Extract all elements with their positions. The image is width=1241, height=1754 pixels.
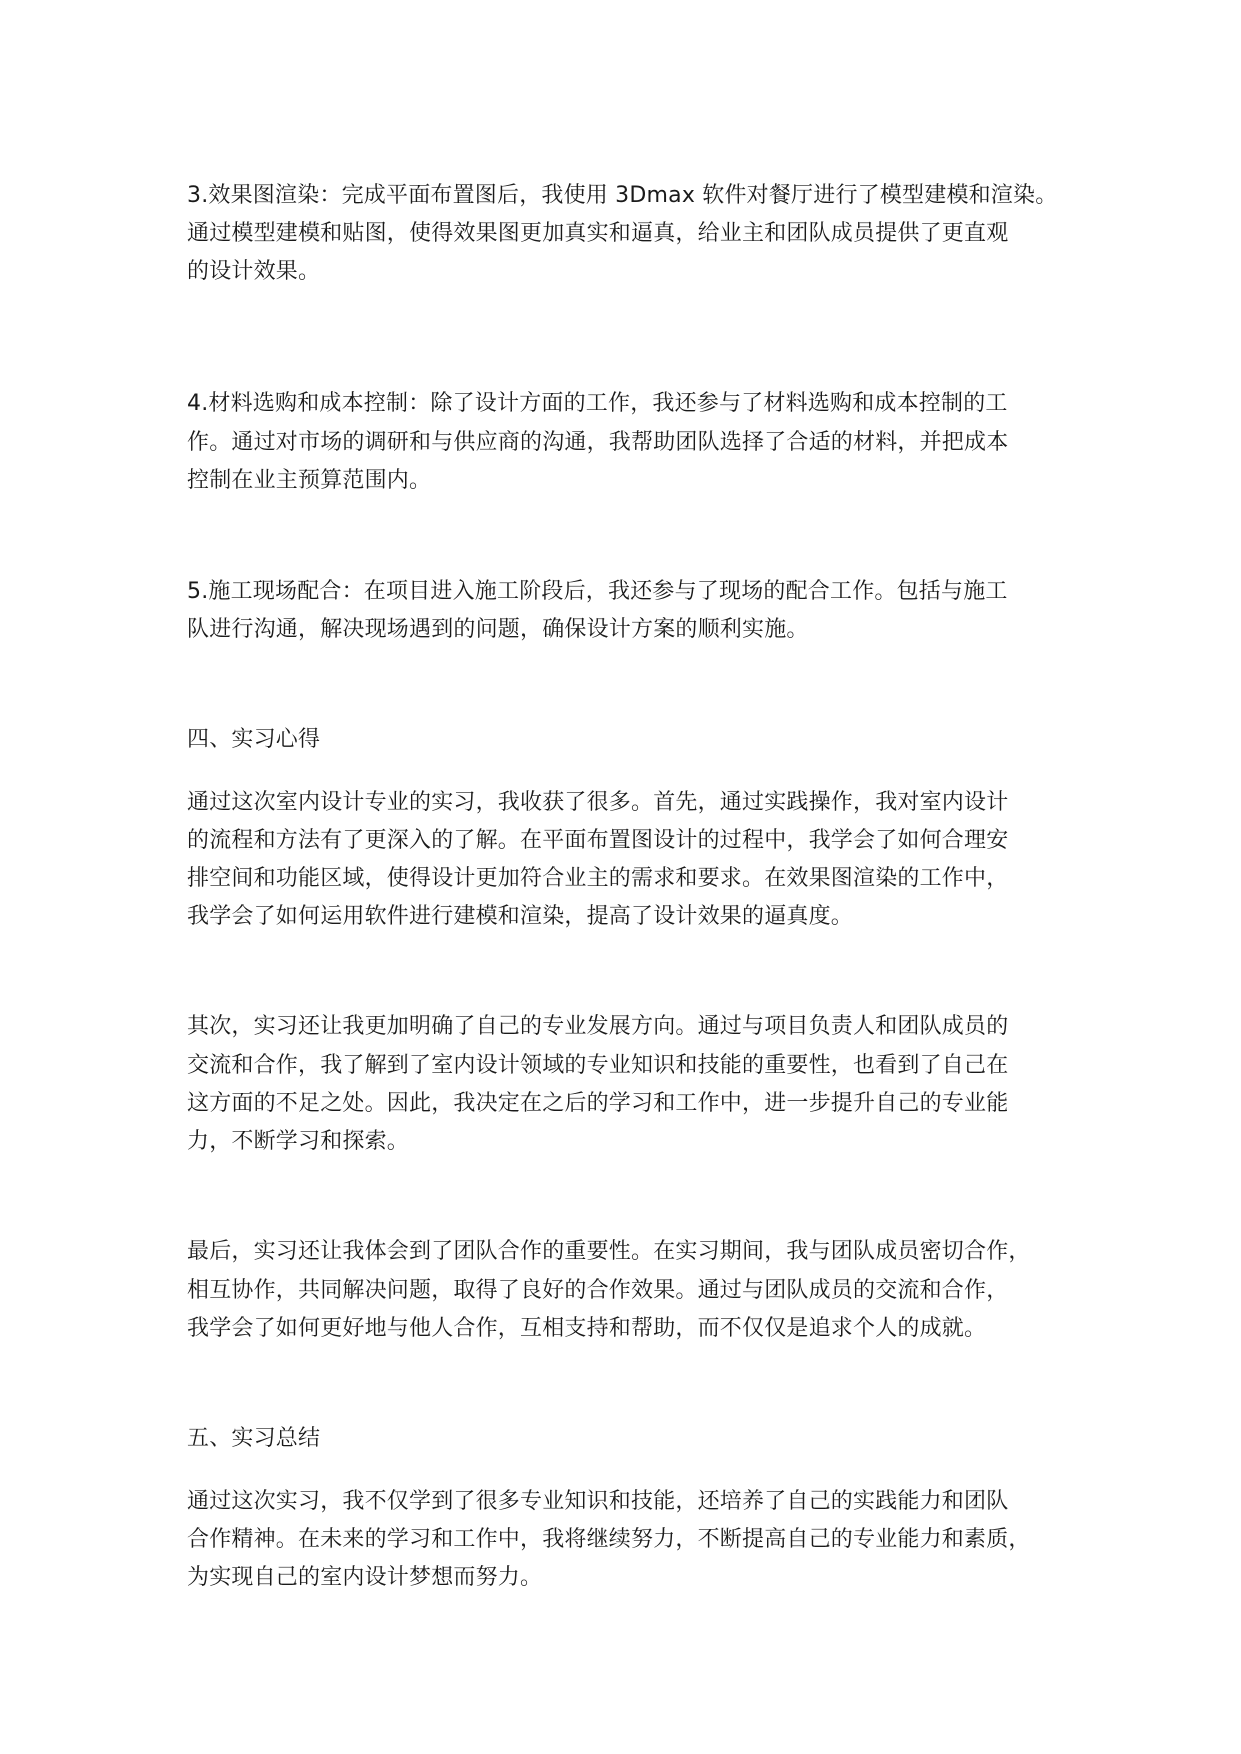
paragraph-line: 相互协作，共同解决问题，取得了良好的合作效果。通过与团队成员的交流和合作，: [187, 1278, 1009, 1303]
paragraph-line: 合作精神。在未来的学习和工作中，我将继续努力，不断提高自己的专业能力和素质，: [187, 1527, 1031, 1552]
paragraph-line: 队进行沟通，解决现场遇到的问题，确保设计方案的顺利实施。: [187, 617, 809, 642]
paragraph-line: 5.施工现场配合：在项目进入施工阶段后，我还参与了现场的配合工作。包括与施工: [187, 579, 1008, 604]
paragraph-line: 的流程和方法有了更深入的了解。在平面布置图设计的过程中，我学会了如何合理安: [187, 828, 1009, 853]
paragraph-line: 排空间和功能区域，使得设计更加符合业主的需求和要求。在效果图渲染的工作中，: [187, 866, 1009, 891]
paragraph-line: 其次，实习还让我更加明确了自己的专业发展方向。通过与项目负责人和团队成员的: [187, 1014, 1009, 1039]
paragraph-line: 我学会了如何运用软件进行建模和渲染，提高了设计效果的逼真度。: [187, 904, 854, 929]
paragraph-line: 通过模型建模和贴图，使得效果图更加真实和逼真，给业主和团队成员提供了更直观: [187, 221, 1009, 246]
paragraph-line: 我学会了如何更好地与他人合作，互相支持和帮助，而不仅仅是追求个人的成就。: [187, 1316, 987, 1341]
paragraph-line: 交流和合作，我了解到了室内设计领域的专业知识和技能的重要性，也看到了自己在: [187, 1053, 1009, 1078]
section-heading: 五、实习总结: [187, 1426, 321, 1451]
paragraph-line: 控制在业主预算范围内。: [187, 468, 432, 493]
paragraph-line: 3.效果图渲染：完成平面布置图后，我使用 3Dmax 软件对餐厅进行了模型建模和渲染。: [187, 183, 1058, 208]
paragraph-line: 力，不断学习和探索。: [187, 1129, 410, 1154]
paragraph-line: 作。通过对市场的调研和与供应商的沟通，我帮助团队选择了合适的材料，并把成本: [187, 430, 1009, 455]
paragraph-line: 这方面的不足之处。因此，我决定在之后的学习和工作中，进一步提升自己的专业能: [187, 1091, 1009, 1116]
paragraph-line: 的设计效果。: [187, 259, 321, 284]
section-heading: 四、实习心得: [187, 727, 321, 752]
paragraph-line: 为实现自己的室内设计梦想而努力。: [187, 1565, 543, 1590]
paragraph-line: 最后，实习还让我体会到了团队合作的重要性。在实习期间，我与团队成员密切合作，: [187, 1239, 1031, 1264]
paragraph-line: 通过这次室内设计专业的实习，我收获了很多。首先，通过实践操作，我对室内设计: [187, 790, 1009, 815]
paragraph-line: 通过这次实习，我不仅学到了很多专业知识和技能，还培养了自己的实践能力和团队: [187, 1489, 1009, 1514]
paragraph-line: 4.材料选购和成本控制：除了设计方面的工作，我还参与了材料选购和成本控制的工: [187, 391, 1008, 416]
